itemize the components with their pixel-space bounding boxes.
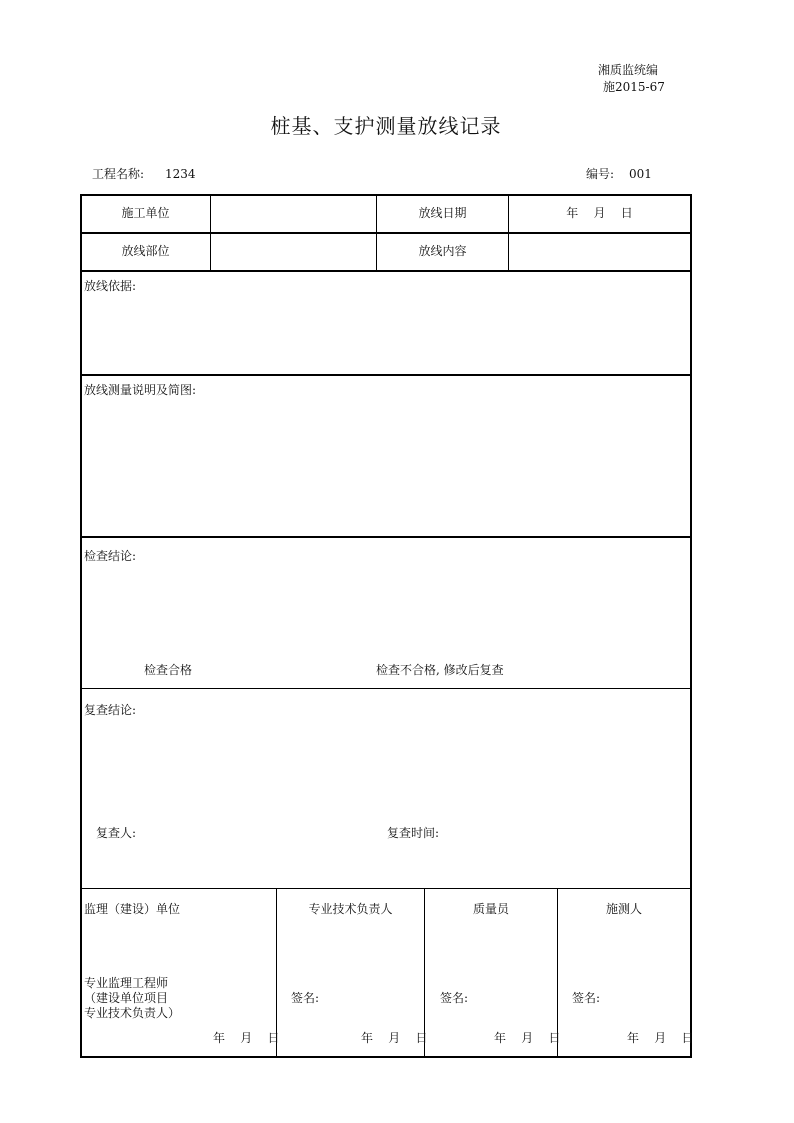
setout-content-field[interactable] — [514, 245, 684, 259]
survey-description-label: 放线测量说明及简图: — [84, 383, 197, 397]
supervision-sign-date[interactable]: 年 月 日 — [213, 1031, 280, 1045]
tech-lead-sign-label: 签名: — [291, 991, 320, 1005]
recheck-conclusion-label: 复查结论: — [84, 703, 137, 717]
column-divider — [210, 194, 211, 271]
page-title: 桩基、支护测量放线记录 — [270, 114, 502, 138]
table-border-left — [80, 194, 82, 1058]
row-divider — [80, 888, 692, 889]
surveyor-label: 施测人 — [605, 902, 642, 916]
inspection-conclusion-label: 检查结论: — [84, 549, 137, 563]
form-org-code: 湘质监统编 — [598, 63, 659, 77]
construction-unit-label: 施工单位 — [121, 206, 170, 220]
supervision-engineer-label-1: 专业监理工程师 — [84, 976, 169, 990]
setout-basis-label: 放线依据: — [84, 279, 137, 293]
row-divider — [80, 232, 692, 234]
inspection-fail-option[interactable]: 检查不合格, 修改后复查 — [376, 663, 504, 677]
column-divider — [508, 194, 509, 271]
setout-date-field[interactable]: 年 月 日 — [566, 206, 633, 220]
setout-part-field[interactable] — [216, 245, 370, 259]
table-border-top — [80, 194, 692, 196]
table-border-right — [690, 194, 692, 1058]
row-divider — [80, 536, 692, 538]
supervision-unit-label: 监理（建设）单位 — [84, 902, 181, 916]
setout-content-label: 放线内容 — [418, 244, 467, 258]
row-divider — [80, 374, 692, 376]
inspection-pass-option[interactable]: 检查合格 — [144, 663, 193, 677]
row-divider — [80, 688, 692, 689]
tech-lead-sign-date[interactable]: 年 月 日 — [361, 1031, 428, 1045]
column-divider — [376, 194, 377, 271]
setout-basis-area[interactable] — [84, 298, 684, 368]
quality-inspector-sign-label: 签名: — [440, 991, 469, 1005]
quality-inspector-label: 质量员 — [472, 902, 509, 916]
recheck-time-label: 复查时间: — [387, 826, 440, 840]
tech-lead-label: 专业技术负责人 — [308, 902, 393, 916]
supervision-engineer-label-2: （建设单位项目 — [84, 991, 169, 1005]
setout-date-label: 放线日期 — [418, 206, 467, 220]
supervision-engineer-label-3: 专业技术负责人） — [84, 1006, 181, 1020]
surveyor-sign-label: 签名: — [572, 991, 601, 1005]
survey-description-area[interactable] — [84, 402, 684, 530]
surveyor-sign-date[interactable]: 年 月 日 — [627, 1031, 694, 1045]
project-name-value[interactable]: 1234 — [165, 167, 196, 181]
form-number-code: 施2015-67 — [603, 80, 665, 94]
project-name-label: 工程名称: — [92, 167, 145, 181]
setout-part-label: 放线部位 — [121, 244, 170, 258]
construction-unit-field[interactable] — [216, 207, 370, 221]
quality-inspector-sign-date[interactable]: 年 月 日 — [494, 1031, 561, 1045]
record-number-label: 编号: — [586, 167, 615, 181]
table-border-bottom — [80, 1056, 692, 1058]
record-number-value[interactable]: 001 — [629, 167, 652, 181]
row-divider — [80, 270, 692, 272]
rechecker-label: 复查人: — [96, 826, 137, 840]
